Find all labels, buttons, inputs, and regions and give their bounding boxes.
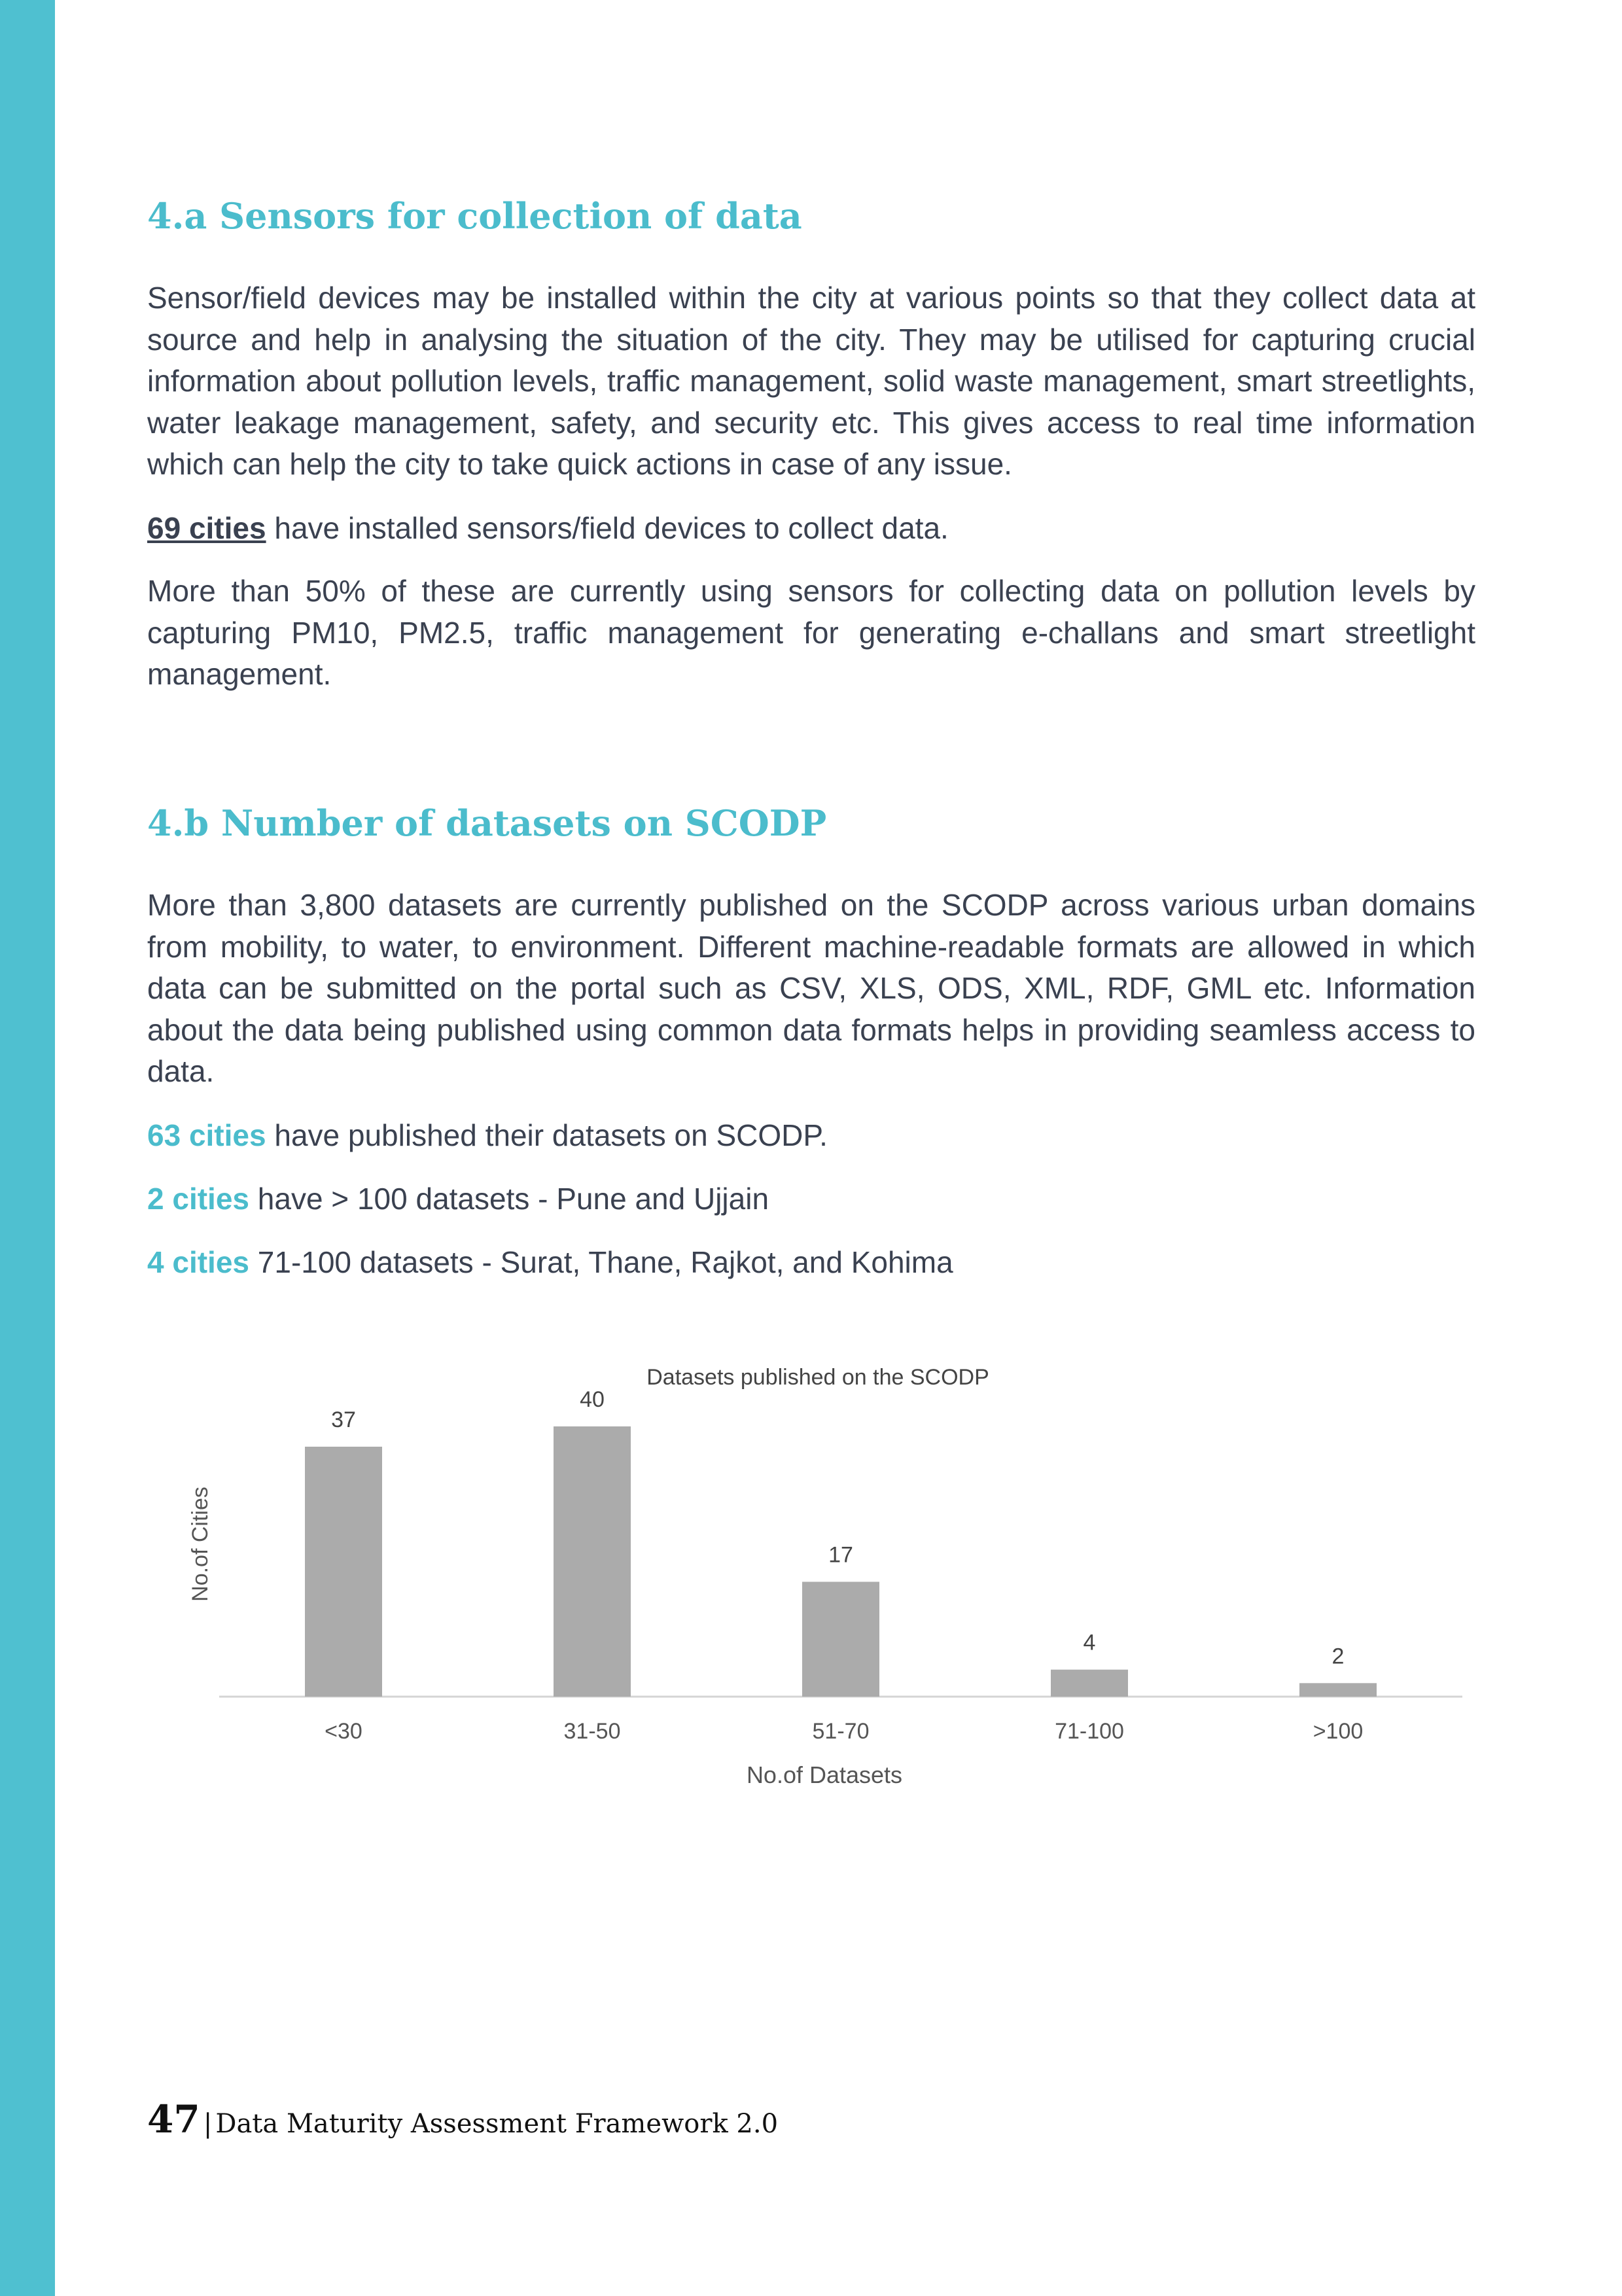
section-a-stat <box>147 510 949 546</box>
stat-highlight-69-cities: 69 cities <box>147 511 266 545</box>
chart-data-label: 37 <box>331 1407 356 1432</box>
stat-text: have > 100 datasets - Pune and Ujjain <box>249 1182 769 1216</box>
chart-bar <box>554 1426 631 1697</box>
section-b-stat-1 <box>147 1118 828 1153</box>
section-b-stat-2 <box>147 1181 769 1216</box>
stat-text: have published their datasets on SCODP. <box>266 1118 828 1152</box>
section-a-heading: 4.a Sensors for collection of data <box>147 195 802 237</box>
stat-highlight: 4 cities <box>147 1245 249 1279</box>
chart-x-tick-label: 71-100 <box>1055 1719 1124 1744</box>
chart-data-label: 2 <box>1331 1644 1345 1669</box>
chart-x-axis-label: No.of Datasets <box>746 1761 903 1788</box>
stat-highlight: 63 cities <box>147 1118 266 1152</box>
chart-bar <box>1299 1683 1377 1697</box>
chart-data-label: 40 <box>580 1387 605 1412</box>
chart-bars-group <box>305 1387 1377 1744</box>
chart-x-tick-label: >100 <box>1313 1719 1364 1744</box>
chart-data-label: 17 <box>828 1542 853 1568</box>
chart-bar <box>305 1447 382 1697</box>
sidebar-accent-stripe <box>0 0 55 2296</box>
stat-text: have installed sensors/field devices to collect data. <box>266 511 949 545</box>
page-number: 47 <box>147 2097 200 2142</box>
datasets-bar-chart <box>131 1348 1492 1806</box>
chart-title: Datasets published on the SCODP <box>646 1365 989 1390</box>
stat-highlight: 2 cities <box>147 1182 249 1216</box>
section-a-paragraph-1: Sensor/field devices may be installed within the city at various points so that they collect data at source and help in analysing the situation of the city. They may be utilised for capturing crucial information about pollution levels, traffic management, solid waste management, smart streetlights, water leakage management, safety, and security etc. This gives access to real time information which can help the city to take quick actions in case of any issue. <box>147 281 1475 481</box>
footer-separator: | <box>203 2109 213 2139</box>
footer-title: Data Maturity Assessment Framework 2.0 <box>215 2109 779 2139</box>
stat-text: 71-100 datasets - Surat, Thane, Rajkot, and Kohima <box>249 1245 953 1279</box>
chart-x-tick-label: 31-50 <box>563 1719 621 1744</box>
chart-data-label: 4 <box>1083 1630 1096 1655</box>
section-a-paragraph-2: More than 50% of these are currently using sensors for collecting data on pollution levels by capturing PM10, PM2.5, traffic management for generating e-challans and smart streetlight management. <box>147 574 1475 691</box>
chart-x-tick-label: <30 <box>325 1719 362 1744</box>
section-b-paragraph-1: More than 3,800 datasets are currently published on the SCODP across various urban domains from mobility, to water, to environment. Different machine-readable formats are allowed in which data can be submitted on the portal such as CSV, XLS, ODS, XML, RDF, GML etc. Information about the data being published using common data formats helps in providing seamless access to data. <box>147 888 1475 1088</box>
section-b-heading: 4.b Number of datasets on SCODP <box>147 802 827 844</box>
chart-y-axis-label: No.of Cities <box>188 1487 213 1602</box>
chart-bar <box>802 1581 879 1697</box>
section-b-stat-3 <box>147 1245 953 1280</box>
page-footer <box>147 2097 778 2142</box>
chart-bar <box>1051 1670 1128 1697</box>
chart-x-tick-label: 51-70 <box>812 1719 870 1744</box>
